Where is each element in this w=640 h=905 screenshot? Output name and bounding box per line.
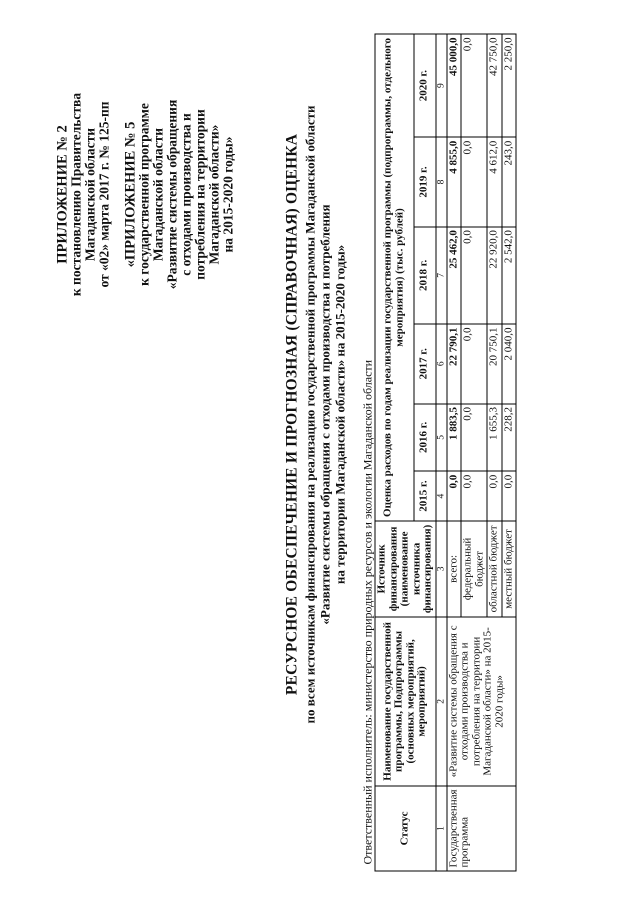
value-cell: 2 040,0 bbox=[502, 324, 517, 404]
appendix-line: потребления на территории bbox=[192, 109, 208, 280]
resource-table bbox=[375, 34, 517, 872]
document-sheet bbox=[1, 0, 640, 905]
appendix-title-2: «ПРИЛОЖЕНИЕ № 5 bbox=[122, 121, 139, 268]
appendix-line: с отходами производства и bbox=[178, 113, 194, 276]
value-cell: 1 655,3 bbox=[487, 404, 502, 472]
index-cell: 6 bbox=[436, 324, 447, 404]
responsible-executor: Ответственный исполнитель: министерство природных ресурсов и экологии Магаданской области bbox=[360, 359, 375, 865]
index-cell: 1 bbox=[436, 786, 447, 871]
index-cell: 7 bbox=[436, 227, 447, 324]
value-cell: 228,2 bbox=[502, 404, 517, 472]
heading-sub: по всем источникам финансирования на реализацию государственной программы Магаданской области bbox=[302, 105, 318, 724]
index-cell: 9 bbox=[436, 34, 447, 137]
col-header-name: Наименование государственной программы, Подпрограммы (основных мероприятий, мероприятий) bbox=[375, 617, 436, 786]
col-header-year: 2017 г. bbox=[414, 324, 436, 404]
value-cell: 22 920,0 bbox=[487, 227, 502, 324]
appendix-line: Магаданской области bbox=[82, 127, 98, 262]
heading-sub: «Развитие системы обращения с отходами производства и потребления bbox=[317, 204, 333, 625]
col-header-year: 2020 г. bbox=[414, 34, 436, 137]
value-cell: 2 542,0 bbox=[502, 227, 517, 324]
program-name-cell: «Развитие системы обращения с отходами производства и потребления на территории Магаданской области» на 2015-2020 годы» bbox=[447, 617, 517, 786]
status-cell: Государственная программа bbox=[447, 786, 517, 871]
appendix-line: от «02» марта 2017 г. № 125-пп bbox=[96, 101, 112, 288]
value-cell: 2 250,0 bbox=[502, 34, 517, 137]
value-cell: 0,0 bbox=[461, 227, 487, 324]
index-cell: 2 bbox=[436, 617, 447, 786]
value-cell: 42 750,0 bbox=[487, 34, 502, 137]
col-header-estimate: Оценка расходов по годам реализации государственной программы (подпрограммы, отдельного мероприятия) (тыс. рублей) bbox=[375, 34, 414, 521]
source-cell: всего: bbox=[447, 521, 462, 617]
col-header-year: 2019 г. bbox=[414, 137, 436, 226]
source-cell: местный бюджет bbox=[502, 521, 517, 617]
col-header-year: 2015 г. bbox=[414, 471, 436, 521]
appendix-line: Магаданской области bbox=[150, 127, 166, 262]
value-cell: 4 855,0 bbox=[447, 137, 462, 226]
appendix-line: Магаданской области» bbox=[206, 124, 222, 265]
index-cell: 8 bbox=[436, 137, 447, 226]
index-cell: 3 bbox=[436, 521, 447, 617]
value-cell: 0,0 bbox=[461, 471, 487, 521]
heading-sub: на территории Магаданской области» на 2015-2020 годы» bbox=[332, 244, 348, 585]
index-cell: 4 bbox=[436, 471, 447, 521]
value-cell: 0,0 bbox=[461, 404, 487, 472]
col-header-year: 2018 г. bbox=[414, 227, 436, 324]
appendix-line: на 2015-2020 годы» bbox=[220, 136, 236, 253]
source-cell: областной бюджет bbox=[487, 521, 502, 617]
value-cell: 0,0 bbox=[447, 471, 462, 521]
value-cell: 0,0 bbox=[502, 471, 517, 521]
value-cell: 25 462,0 bbox=[447, 227, 462, 324]
index-row bbox=[436, 34, 447, 871]
value-cell: 0,0 bbox=[487, 471, 502, 521]
index-cell: 5 bbox=[436, 404, 447, 472]
table-row bbox=[447, 34, 462, 871]
value-cell: 0,0 bbox=[461, 34, 487, 137]
value-cell: 20 750,1 bbox=[487, 324, 502, 404]
value-cell: 0,0 bbox=[461, 137, 487, 226]
appendix-line: к государственной программе bbox=[136, 103, 152, 286]
appendix-line: к постановлению Правительства bbox=[68, 92, 84, 297]
col-header-year: 2016 г. bbox=[414, 404, 436, 472]
appendix-block bbox=[56, 75, 236, 315]
value-cell: 0,0 bbox=[461, 324, 487, 404]
col-header-status: Статус bbox=[375, 786, 436, 871]
value-cell: 4 612,0 bbox=[487, 137, 502, 226]
value-cell: 1 883,5 bbox=[447, 404, 462, 472]
value-cell: 243,0 bbox=[502, 137, 517, 226]
document-heading bbox=[283, 55, 348, 775]
col-header-source: Источник финансирования (наименование источника финансирования) bbox=[375, 521, 436, 617]
source-cell: федеральный бюджет bbox=[461, 521, 487, 617]
appendix-line: «Развитие системы обращения bbox=[164, 99, 180, 290]
heading-main: РЕСУРСНОЕ ОБЕСПЕЧЕНИЕ И ПРОГНОЗНАЯ (СПРАВОЧНАЯ) ОЦЕНКА bbox=[283, 133, 301, 696]
appendix-title: ПРИЛОЖЕНИЕ № 2 bbox=[54, 125, 71, 264]
value-cell: 22 790,1 bbox=[447, 324, 462, 404]
value-cell: 45 000,0 bbox=[447, 34, 462, 137]
